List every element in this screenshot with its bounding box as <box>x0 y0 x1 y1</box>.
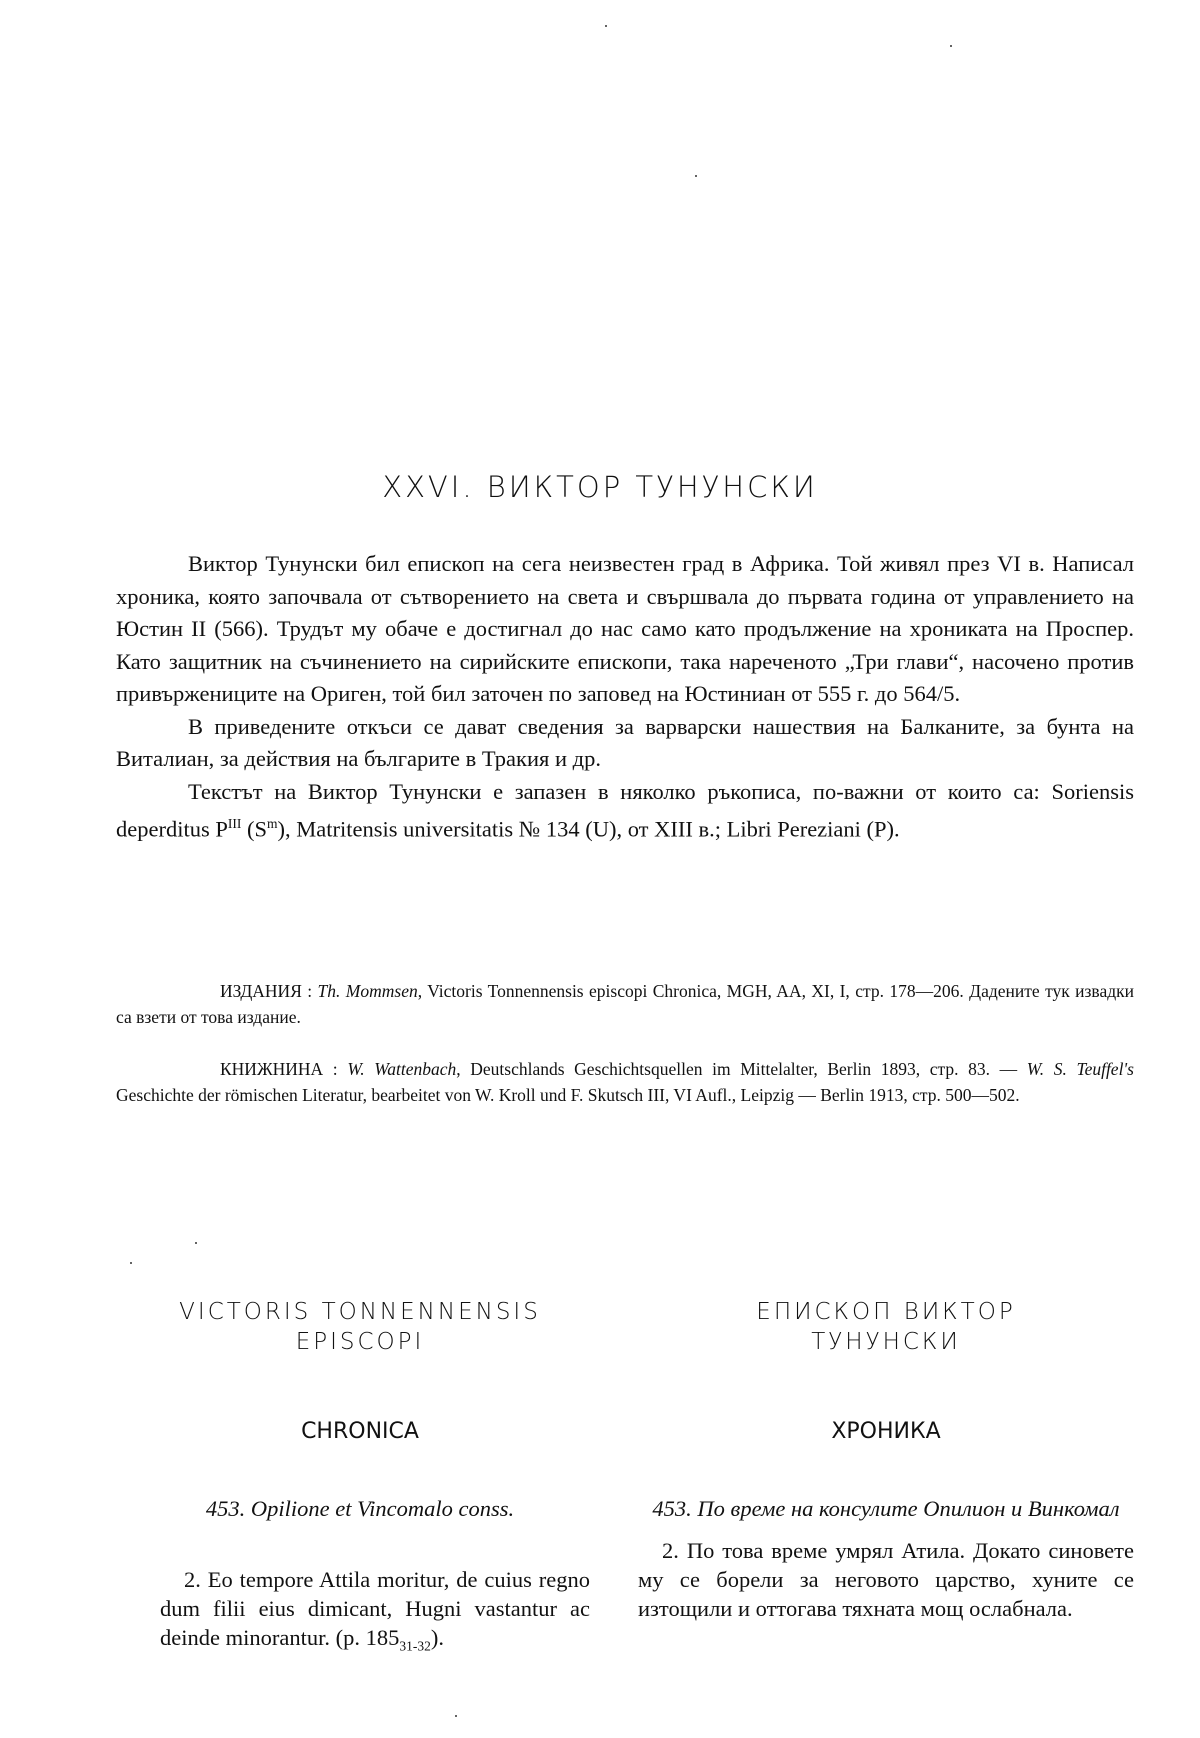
scan-speck <box>455 1715 457 1717</box>
editions-label: ИЗДАНИЯ <box>220 981 302 1001</box>
text: , Victoris Tonnennensis episcopi Chronica, MGH, AA, XI, I, стр. 178—206. Дадените тук извадки са взети от това издание. <box>116 981 1134 1027</box>
literature-label: КНИЖНИНА <box>220 1059 324 1079</box>
chapter-title: XXVI. ВИКТОР ТУНУНСКИ <box>382 470 818 504</box>
latin-heading-line-2: EPISCOPI <box>295 1329 425 1355</box>
superscript: m <box>267 816 278 831</box>
bulgarian-heading-line-1: ЕПИСКОП ВИКТОР <box>756 1299 1016 1325</box>
text: (S <box>241 816 268 842</box>
editions-note: ИЗДАНИЯ : Th. Mommsen, Victoris Tonnennensis episcopi Chronica, MGH, AA, XI, I, стр. 178—206. Дадените тук извадки са взети от това издание. <box>116 981 1134 1027</box>
superscript: III <box>227 816 242 831</box>
introduction <box>116 548 1134 846</box>
scan-speck <box>950 45 952 47</box>
intro-paragraph-3 <box>116 776 1134 847</box>
latin-entry-text <box>130 1565 590 1661</box>
bulgarian-heading-line-2: ТУНУНСКИ <box>811 1329 961 1355</box>
scan-speck <box>130 1262 132 1264</box>
bulgarian-subheading: ХРОНИКА <box>831 1419 941 1444</box>
latin-heading-line-1: VICTORIS TONNENNENSIS <box>179 1299 541 1325</box>
text: Текстът на Виктор Тунунски е запазен в няколко ръкописа, по-важни от които са: Soriensis deperditus P <box>116 778 1134 842</box>
intro-paragraph-2: В приведените откъси се дават сведения за варварски нашествия на Балканите, за бунта на Виталиан, за действия на българите в Тракия и др. <box>116 713 1134 771</box>
text: ). <box>430 1625 444 1650</box>
bulgarian-entry-text: 2. По това време умрял Атила. Докато синовете му се борели за неговото царство, хуните се изтощили и оттогава тяхната мощ ослабнала. <box>638 1538 1134 1621</box>
intro-paragraph-1: Виктор Тунунски бил епископ на сега неизвестен град в Африка. Той живял през VI в. Написал хроника, която започвала от сътворението на света и свършвала до първата година от управлението на Юстин II (566). Трудът му обаче е достигнал до нас само като продължение на хрониката на Проспер. Като защитник на съчинението на сирийските епископи, така нареченото „Три глави“, насочено против привържениците на Ориген, той бил заточен по заповед на Юстиниан от 555 г. до 564/5. <box>116 551 1134 706</box>
latin-subheading: CHRONICA <box>301 1419 419 1444</box>
text: Geschichte der römischen Literatur, bearbeitet von W. Kroll und F. Skutsch III, VI Aufl., Leipzig — Berlin 1913, стр. 500—502. <box>116 1085 1020 1105</box>
literature-note: КНИЖНИНА : W. Wattenbach, Deutschlands Geschichtsquellen im Mittelalter, Berlin 1893, стр. 83. — W. S. Teuffel's Geschichte der römischen Literatur, bearbeitet von W. Kroll und F. Skutsch III, VI Aufl., Leipzig — Berlin 1913, стр. 500—502. <box>116 1059 1134 1105</box>
bulgarian-column <box>638 1297 1134 1623</box>
author: W. S. Teuffel's <box>1026 1059 1134 1079</box>
scan-speck <box>195 1242 197 1244</box>
latin-column <box>130 1297 590 1661</box>
latin-entry-title: 453. Opilione et Vincomalo conss. <box>205 1496 515 1521</box>
author: Th. Mommsen <box>317 981 418 1001</box>
scan-speck <box>605 25 607 27</box>
subscript: 31-32 <box>399 1638 431 1654</box>
text: , Deutschlands Geschichtsquellen im Mittelalter, Berlin 1893, стр. 83. — <box>456 1059 1027 1079</box>
scan-speck <box>695 175 697 177</box>
author: W. Wattenbach <box>347 1059 457 1079</box>
text: ), Matritensis universitatis № 134 (U), от XIII в.; Libri Pereziani (P). <box>277 816 900 842</box>
bulgarian-entry-title: 453. По време на консулите Опилион и Винкомал <box>652 1496 1120 1521</box>
text: 2. Eo tempore Attila moritur, de cuius regno dum filii eius dimicant, Hugni vastantur ac deinde minorantur. (p. 185 <box>160 1567 590 1650</box>
